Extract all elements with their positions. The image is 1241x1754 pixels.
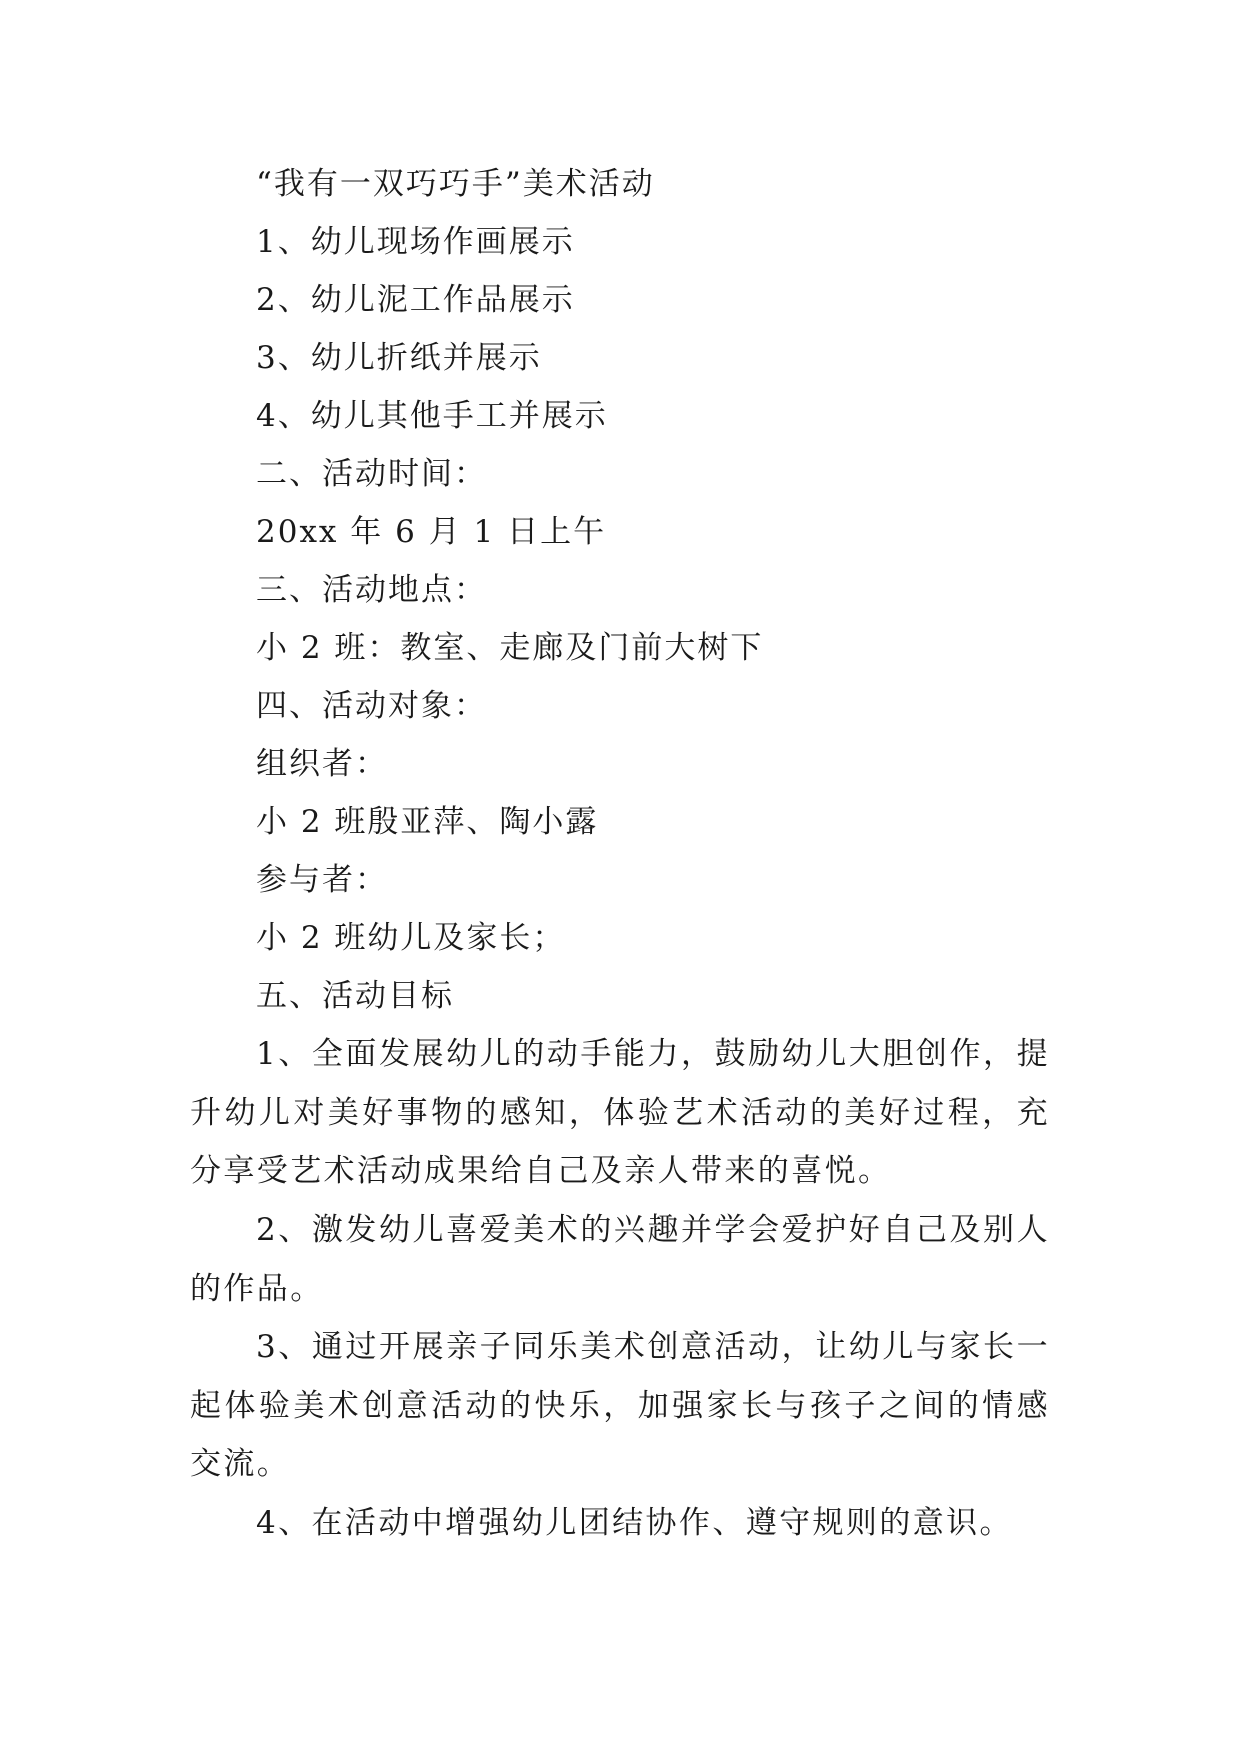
goal-paragraph-4: 4、在活动中增强幼儿团结协作、遵守规则的意识。 — [256, 1505, 1013, 1541]
time-value: 20xx 年 6 月 1 日上午 — [256, 514, 607, 550]
place-value: 小 2 班：教室、走廊及门前大树下 — [256, 630, 764, 666]
target-heading: 四、活动对象： — [256, 688, 487, 724]
goal-paragraph-1: 1、全面发展幼儿的动手能力，鼓励幼儿大胆创作，提升幼儿对美好事物的感知，体验艺术活动的美好过程，充分享受艺术活动成果给自己及亲人带来的喜悦。 — [190, 1036, 1050, 1189]
goals-heading: 五、活动目标 — [256, 978, 454, 1014]
item-4: 4、幼儿其他手工并展示 — [256, 398, 608, 434]
item-3: 3、幼儿折纸并展示 — [256, 340, 542, 376]
item-2: 2、幼儿泥工作品展示 — [256, 282, 575, 318]
goal-paragraph-2: 2、激发幼儿喜爱美术的兴趣并学会爱护好自己及别人的作品。 — [190, 1212, 1050, 1307]
time-heading: 二、活动时间： — [256, 456, 487, 492]
activity-heading: “我有一双巧巧手”美术活动 — [256, 166, 655, 202]
goal-paragraph-3: 3、通过开展亲子同乐美术创意活动，让幼儿与家长一起体验美术创意活动的快乐，加强家长与孩子之间的情感交流。 — [190, 1329, 1050, 1482]
item-1: 1、幼儿现场作画展示 — [256, 224, 575, 260]
participant-label: 参与者： — [256, 862, 388, 898]
participant-value: 小 2 班幼儿及家长； — [256, 920, 566, 956]
organizer-value: 小 2 班殷亚萍、陶小露 — [256, 804, 599, 840]
organizer-label: 组织者： — [256, 746, 388, 782]
place-heading: 三、活动地点： — [256, 572, 487, 608]
